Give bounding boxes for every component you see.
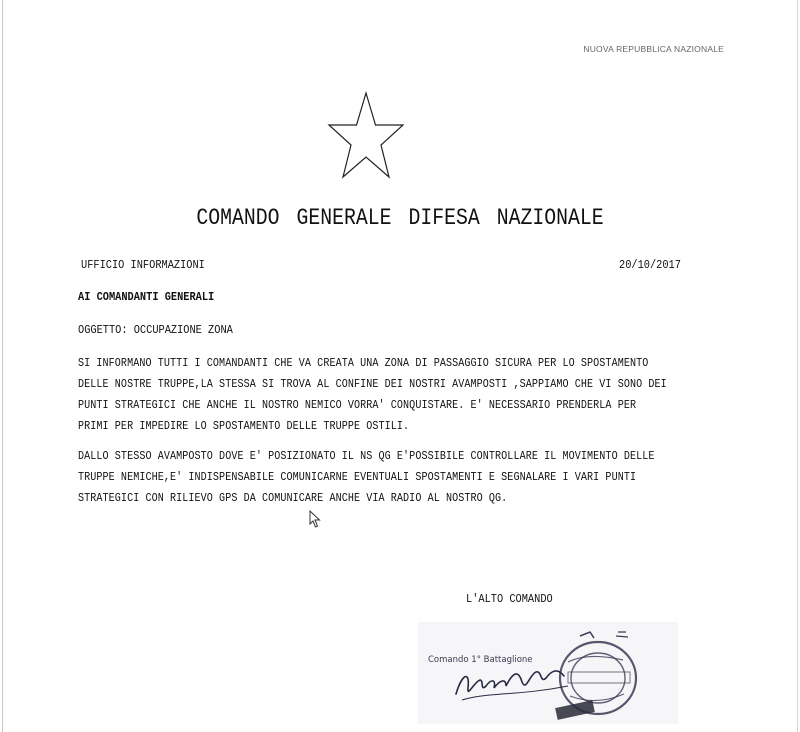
recipients-line: AI COMANDANTI GENERALI (78, 290, 215, 304)
stamp-signature-image (418, 622, 678, 724)
subject-line: OGGETTO: OCCUPAZIONE ZONA (78, 323, 233, 337)
page-border-right (797, 0, 798, 732)
paragraph-1-line: DELLE NOSTRE TRUPPE,LA STESSA SI TROVA AL CONFINE DEI NOSTRI AVAMPOSTI ,SAPPIAMO CHE VI SONO DEI (78, 377, 667, 391)
paragraph-1-line: SI INFORMANO TUTTI I COMANDANTI CHE VA CREATA UNA ZONA DI PASSAGGIO SICURA PER LO SPOSTAMENTO (78, 356, 649, 370)
paragraph-2-line: TRUPPE NEMICHE,E' INDISPENSABILE COMUNICARNE EVENTUALI SPOSTAMENTI E SEGNALARE I VARI PUNTI (78, 470, 637, 484)
stamp-signature-graphic (418, 622, 678, 724)
paragraph-1-line: PUNTI STRATEGICI CHE ANCHE IL NOSTRO NEMICO VORRA' CONQUISTARE. E' NECESSARIO PRENDERLA PER (78, 398, 637, 412)
paragraph-2-line: DALLO STESSO AVAMPOSTO DOVE E' POSIZIONATO IL NS QG E'POSSIBILE CONTROLLARE IL MOVIMENTO DELLE (78, 449, 655, 463)
star-outline-icon (327, 91, 405, 179)
document-title: COMANDO GENERALE DIFESA NAZIONALE (196, 205, 604, 231)
paragraph-1-line: PRIMI PER IMPEDIRE LO SPOSTAMENTO DELLE TRUPPE OSTILI. (78, 419, 410, 433)
mouse-cursor-icon (309, 510, 321, 528)
document-date: 20/10/2017 (619, 258, 681, 272)
page-border-left (2, 0, 3, 732)
stamp-text: Comando 1° Battaglione (428, 655, 533, 665)
closing-signature-label: L'ALTO COMANDO (466, 592, 553, 606)
signature-text: Maya Singo (536, 707, 572, 714)
paragraph-2-line: STRATEGICI CON RILIEVO GPS DA COMUNICARE ANCHE VIA RADIO AL NOSTRO QG. (78, 491, 508, 505)
header-org-label: NUOVA REPUBBLICA NAZIONALE (583, 44, 724, 54)
office-label: UFFICIO INFORMAZIONI (81, 258, 205, 272)
